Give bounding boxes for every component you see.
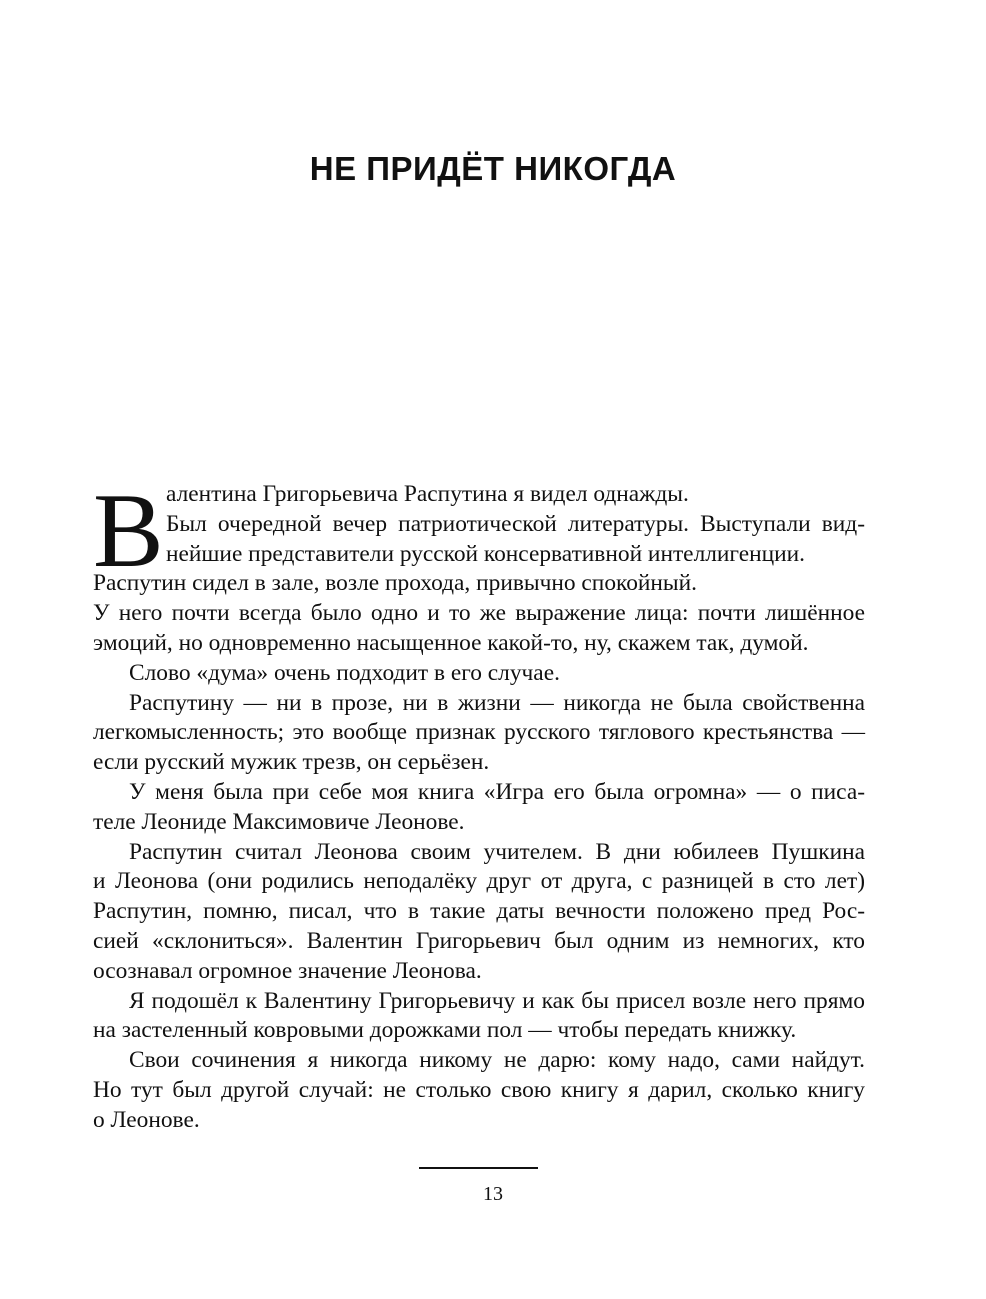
text-line: У меня была при себе моя книга «Игра его была огромна» — о писа- [129,778,865,805]
drop-cap: В [93,472,164,589]
page-number: 13 [483,1183,503,1205]
text-line: Распутину — ни в прозе, ни в жизни — никогда не была свойственна [129,689,865,716]
text-line: Слово «дума» очень подходит в его случае. [129,659,560,686]
text-line: осознавал огромное значение Леонова. [93,957,482,984]
text-line: алентина Григорьевича Распутина я видел однажды. [166,481,689,507]
text-line: Распутин, помню, писал, что в такие даты вечности положено пред Рос- [93,898,865,925]
text-line: на застеленный ковровыми дорожками пол — чтобы передать книжку. [93,1017,797,1044]
text-line: если русский мужик трезв, он серьёзен. [93,749,490,776]
footer-divider [419,1167,538,1169]
text-line: Но тут был другой случай: не столько свою книгу я дарил, сколько книгу [93,1076,865,1103]
text-line: нейшие представители русской консервативной интеллигенции. [166,540,806,567]
text-line: Распутин сидел в зале, возле прохода, привычно спокойный. [93,570,698,597]
text-line: Распутин считал Леонова своим учителем. В дни юбилеев Пушкина [129,838,865,865]
text-line: о Леонове. [93,1106,200,1133]
text-line: У него почти всегда было одно и то же выражение лица: почти лишённое [93,600,865,627]
text-line: теле Леониде Максимовиче Леонове. [93,808,465,835]
text-line: Был очередной вечер патриотической литературы. Выступали вид- [166,510,865,537]
text-line: сией «склониться». Валентин Григорьевич был одним из немногих, кто [93,927,865,954]
body-text [93,472,865,1136]
text-line: Я подошёл к Валентину Григорьевичу и как бы присел возле него прямо [129,987,865,1014]
text-line: эмоций, но одновременно насыщенное какой-то, ну, скажем так, думой. [93,629,809,656]
text-line: и Леонова (они родились неподалёку друг от друга, с разницей в сто лет) [93,868,865,895]
text-line: легкомысленность; это вообще признак русского тяглового крестьянства — [93,719,865,746]
text-line: Свои сочинения я никогда никому не дарю: кому надо, сами найдут. [129,1047,865,1074]
chapter-title: НЕ ПРИДЁТ НИКОГДА [309,150,677,187]
